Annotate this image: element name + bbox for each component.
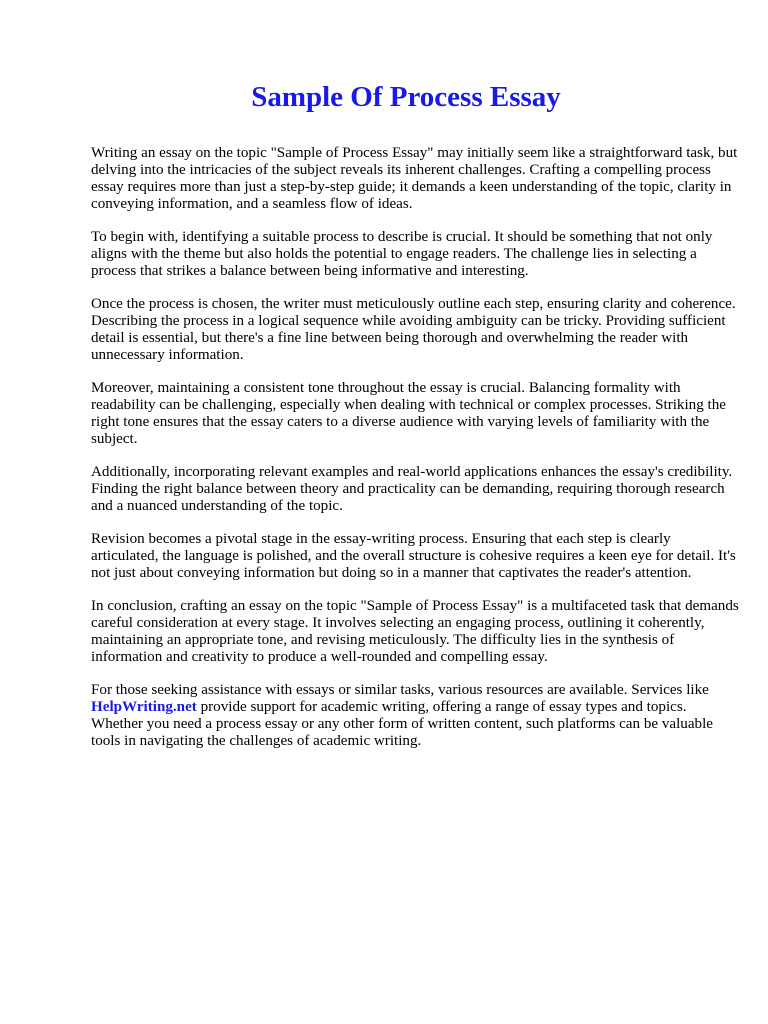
helpwriting-link[interactable]: HelpWriting.net — [91, 699, 197, 715]
closing-text-after-link: provide support for academic writing, offering a range of essay types and topics. Whether you need a process essay or any other form of written content, such platforms can be valuable tools in navigating the challenges of academic writing. — [91, 699, 713, 749]
essay-paragraph-5: Additionally, incorporating relevant examples and real-world applications enhances the essay's credibility. Finding the right balance between theory and practicality can be demanding, requiring thorough research and a nuanced understanding of the topic. — [91, 464, 733, 514]
essay-paragraph-2: To begin with, identifying a suitable process to describe is crucial. It should be something that not only aligns with the theme but also holds the potential to engage readers. The challenge lies in selecting a process that strikes a balance between being informative and interesting. — [91, 229, 713, 279]
essay-body — [91, 145, 741, 766]
closing-text-before-link: For those seeking assistance with essays or similar tasks, various resources are available. Services like — [91, 682, 709, 698]
page-title: Sample Of Process Essay — [251, 81, 561, 113]
essay-paragraph-4: Moreover, maintaining a consistent tone throughout the essay is crucial. Balancing formality with readability can be challenging, especially when dealing with technical or complex processes. Striking the right tone ensures that the essay caters to a diverse audience with varying levels of familiarity with the subject. — [91, 380, 726, 447]
essay-paragraph-1: Writing an essay on the topic "Sample of Process Essay" may initially seem like a straightforward task, but delving into the intricacies of the subject reveals its inherent challenges. Crafting a compelling process essay requires more than just a step-by-step guide; it demands a keen understanding of the topic, clarity in conveying information, and a seamless flow of ideas. — [91, 145, 738, 212]
essay-paragraph-6: Revision becomes a pivotal stage in the essay-writing process. Ensuring that each step is clearly articulated, the language is polished, and the overall structure is cohesive requires a keen eye for detail. It's not just about conveying information but doing so in a manner that captivates the reader's attention. — [91, 531, 736, 581]
closing-paragraph — [91, 682, 741, 750]
essay-paragraph-7: In conclusion, crafting an essay on the topic "Sample of Process Essay" is a multifaceted task that demands careful consideration at every stage. It involves selecting an engaging process, outlining it coherently, maintaining an appropriate tone, and revising meticulously. The difficulty lies in the synthesis of information and creativity to produce a well-rounded and compelling essay. — [91, 598, 739, 665]
essay-paragraph-3: Once the process is chosen, the writer must meticulously outline each step, ensuring clarity and coherence. Describing the process in a logical sequence while avoiding ambiguity can be tricky. Providing sufficient detail is essential, but there's a fine line between being thorough and overwhelming the reader with unnecessary information. — [91, 296, 736, 363]
